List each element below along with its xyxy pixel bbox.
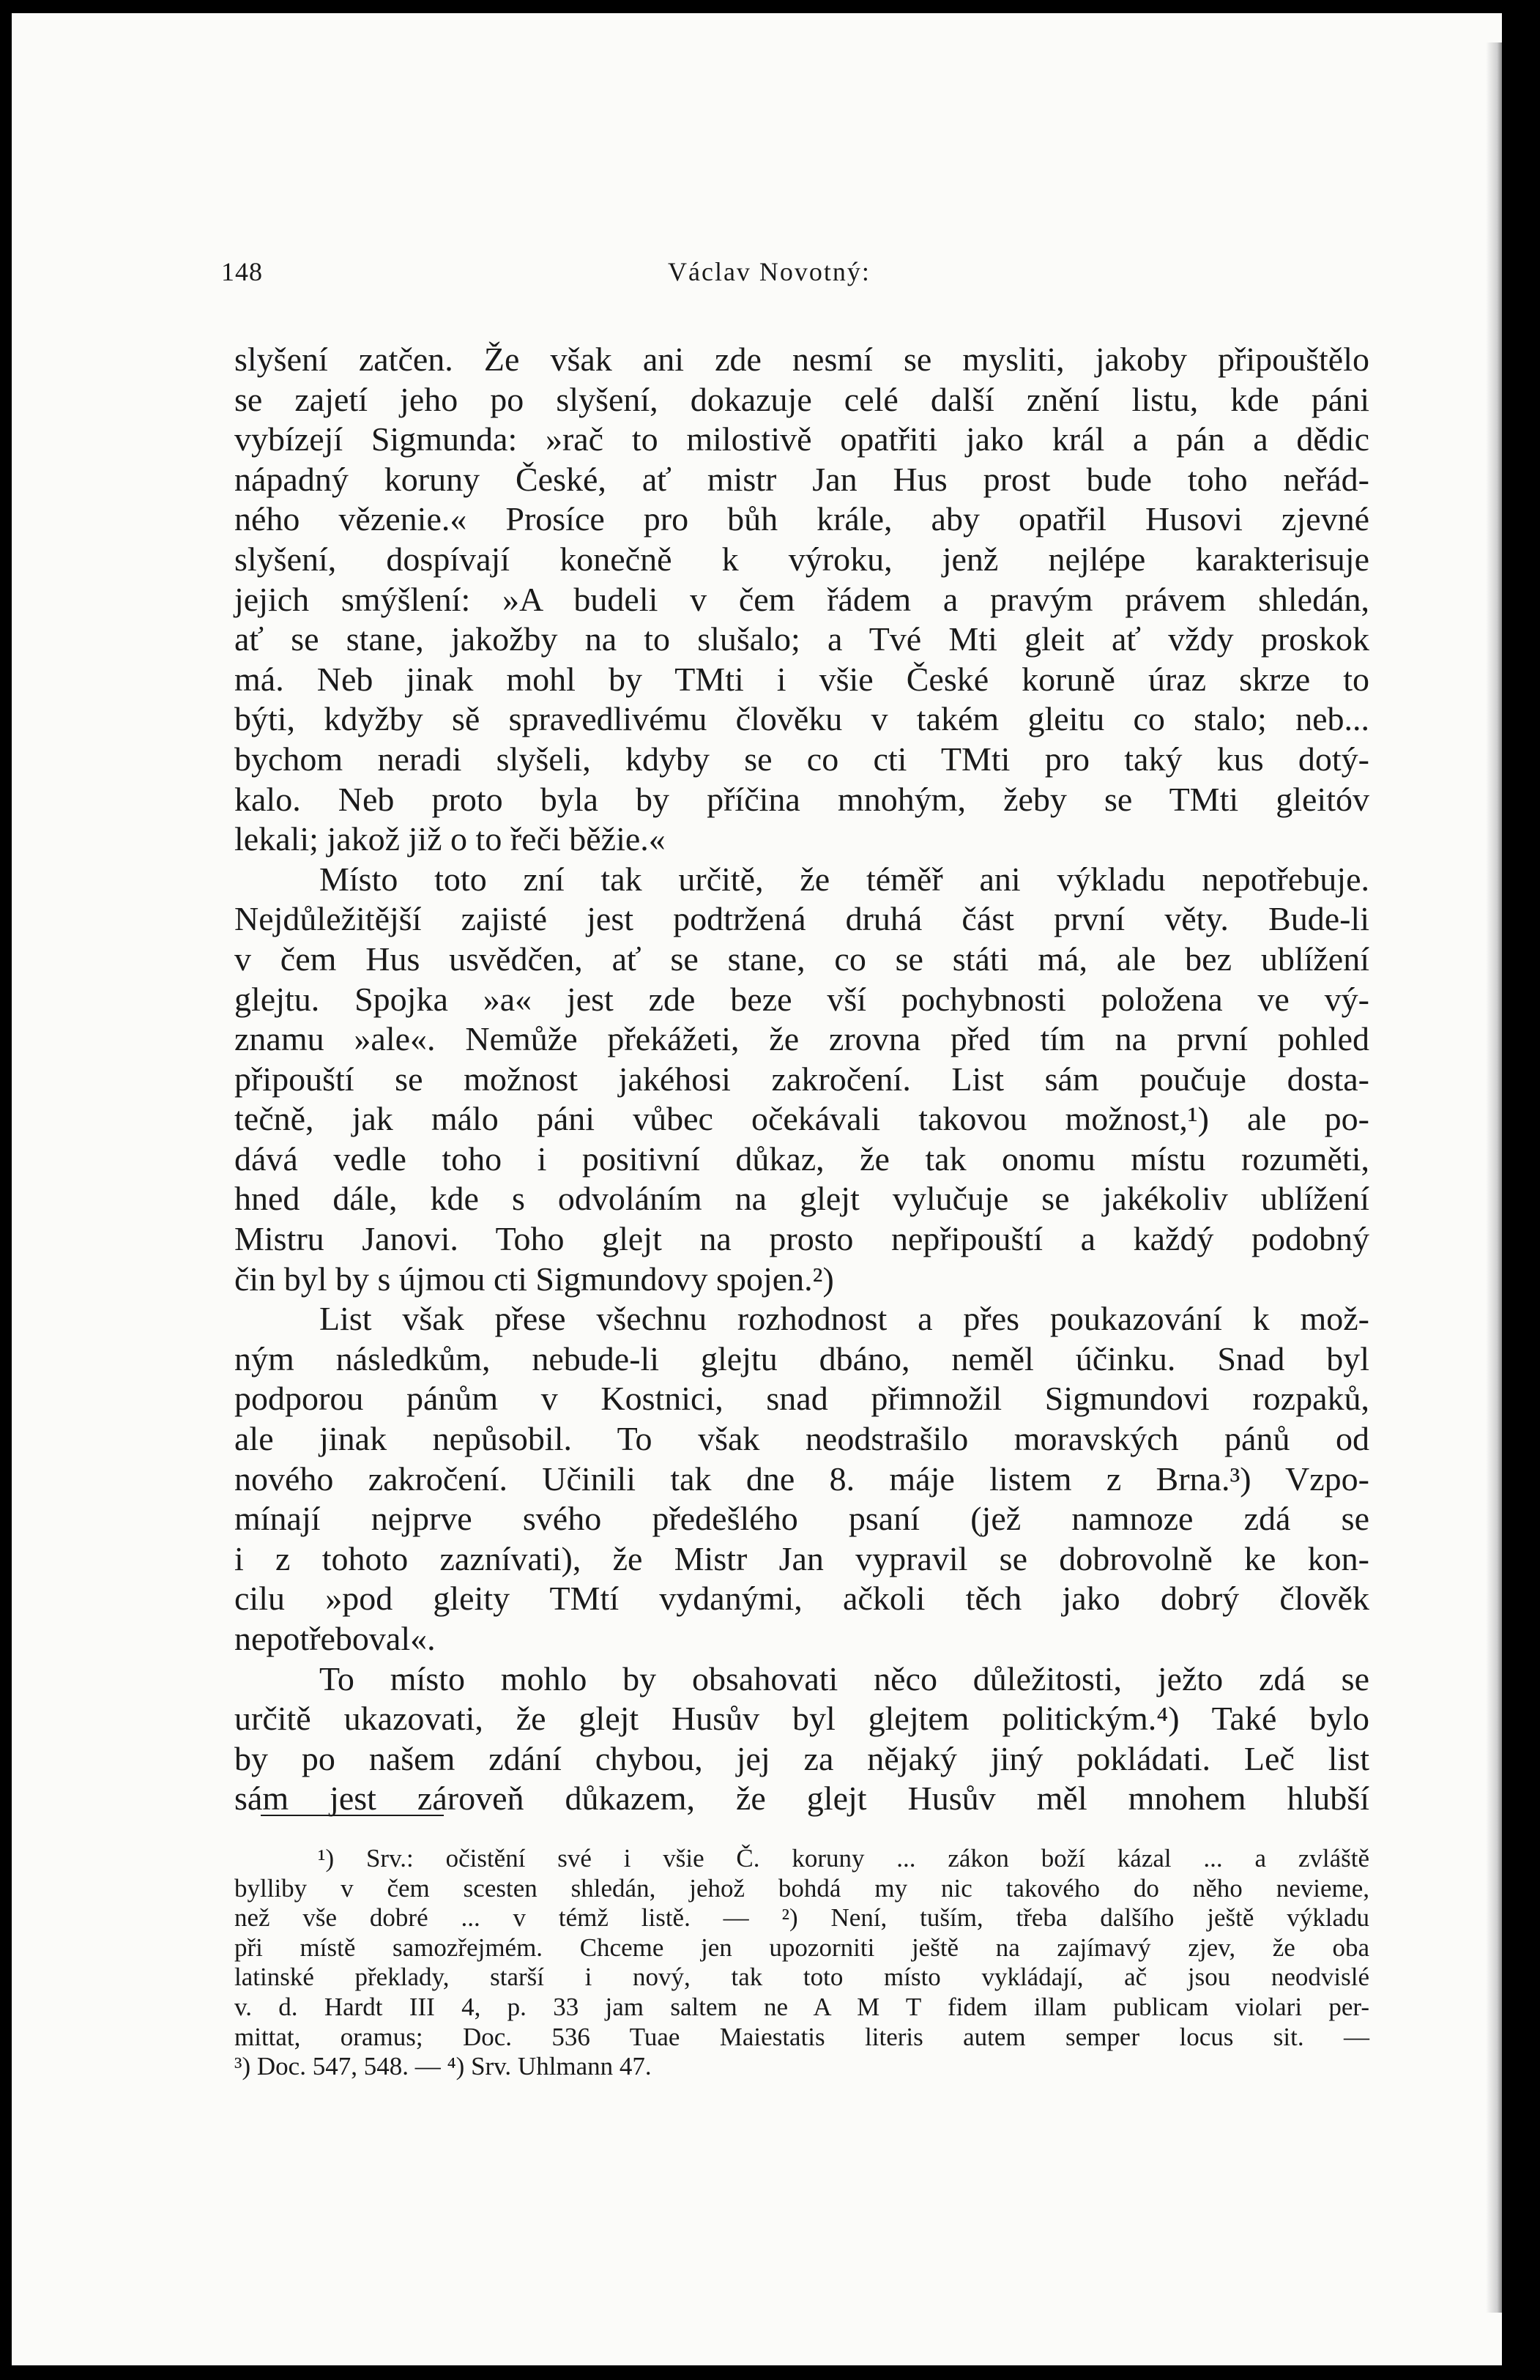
text-line: čin byl by s újmou cti Sigmundovy spojen.²)	[234, 1260, 834, 1298]
text-line: lekali; jakož již o to řeči běžie.«	[234, 820, 666, 858]
body-text	[234, 340, 1369, 1819]
page-number: 148	[221, 257, 263, 286]
text-line: má. Neb jinak mohl by TMti i všie České koruně úraz skrze to	[234, 660, 1369, 698]
footnote-line: při místě samozřejmém. Chceme jen upozorniti ještě na zajímavý zjev, že oba	[234, 1933, 1369, 1962]
text-line: cilu »pod gleity TMtí vydanými, ačkoli těch jako dobrý člověk	[234, 1580, 1369, 1618]
text-line: vybízejí Sigmunda: »rač to milostivě opatřiti jako král a pán a dědic	[234, 420, 1369, 458]
text-line: nápadný koruny České, ať mistr Jan Hus prost bude toho neřád-	[234, 460, 1369, 498]
footnote-line: mittat, oramus; Doc. 536 Tuae Maiestatis literis autem semper locus sit. —	[234, 2022, 1369, 2051]
footnote-line: ³) Doc. 547, 548. — ⁴) Srv. Uhlmann 47.	[234, 2052, 652, 2081]
text-line: hned dále, kde s odvoláním na glejt vylučuje se jakékoliv ublížení	[234, 1180, 1369, 1218]
text-line: glejtu. Spojka »a« jest zde beze vší pochybnosti položena ve vý-	[234, 980, 1369, 1018]
text-line: se zajetí jeho po slyšení, dokazuje celé další znění listu, kde páni	[234, 380, 1369, 418]
text-line: sám jest zároveň důkazem, že glejt Husův měl mnohem hlubší	[234, 1780, 1369, 1818]
page-header	[12, 256, 1502, 293]
text-line: podporou pánům v Kostnici, snad přimnožil Sigmundovi rozpaků,	[234, 1380, 1369, 1418]
running-head: Václav Novotný:	[668, 257, 871, 286]
text-line: jejich smýšlení: »A budeli v čem řádem a pravým právem shledán,	[234, 580, 1369, 618]
text-line: dává vedle toho i positivní důkaz, že tak onomu místu rozuměti,	[234, 1139, 1369, 1178]
text-line: znamu »ale«. Nemůže překážeti, že zrovna před tím na první pohled	[234, 1020, 1369, 1058]
footnote-divider	[261, 1815, 444, 1816]
footnote-line: ¹) Srv.: očistění své i všie Č. koruny ... zákon boží kázal ... a zvláště	[318, 1844, 1369, 1873]
text-line: by po našem zdání chybou, jej za nějaký jiný pokládati. Leč list	[234, 1739, 1369, 1777]
text-line: nového zakročení. Učinili tak dne 8. máje listem z Brna.³) Vzpo-	[234, 1459, 1369, 1498]
footnote-line: bylliby v čem scesten shledán, jehož bohdá my nic takového do něho nevieme,	[234, 1873, 1369, 1903]
text-line: i z tohoto zaznívati), že Mistr Jan vypravil se dobrovolně ke kon-	[234, 1539, 1369, 1577]
footnote-line: latinské překlady, starší i nový, tak toto místo vykládají, ač jsou neodvislé	[234, 1963, 1369, 1992]
text-line: Mistru Janovi. Toho glejt na prosto nepřipouští a každý podobný	[234, 1220, 1369, 1258]
text-line: bychom neradi slyšeli, kdyby se co cti TMti pro taký kus dotý-	[234, 740, 1369, 778]
text-line: v čem Hus usvědčen, ať se stane, co se státi má, ale bez ublížení	[234, 940, 1369, 978]
text-line: určitě ukazovati, že glejt Husův byl glejtem politickým.⁴) Také bylo	[234, 1700, 1369, 1738]
text-line: připouští se možnost jakéhosi zakročení. List sám poučuje dosta-	[234, 1060, 1369, 1098]
text-line: kalo. Neb proto byla by příčina mnohým, žeby se TMti gleitóv	[234, 780, 1369, 818]
text-line: ale jinak nepůsobil. To však neodstrašilo moravských pánů od	[234, 1420, 1369, 1458]
text-line: mínají nejprve svého předešlého psaní (jež namnoze zdá se	[234, 1500, 1369, 1538]
text-line: ného vězenie.« Prosíce pro bůh krále, aby opatřil Husovi zjevné	[234, 500, 1369, 538]
text-line: Místo toto zní tak určitě, že téměř ani výkladu nepotřebuje.	[319, 860, 1369, 898]
text-line: List však přese všechnu rozhodnost a přes poukazování k mož-	[319, 1300, 1369, 1338]
text-line: slyšení, dospívají konečně k výroku, jenž nejlépe karakterisuje	[234, 540, 1369, 578]
footnote-line: než vše dobré ... v témž listě. — ²) Není, tuším, třeba dalšího ještě výkladu	[234, 1903, 1369, 1933]
text-line: nepotřeboval«.	[234, 1620, 436, 1657]
text-line: Nejdůležitější zajisté jest podtržená druhá část první věty. Bude-li	[234, 900, 1369, 938]
page-edge-shadow	[1486, 42, 1502, 2313]
text-line: ným následkům, nebude-li glejtu dbáno, neměl účinku. Snad byl	[234, 1339, 1369, 1377]
text-line: ať se stane, jakožby na to slušalo; a Tvé Mti gleit ať vždy proskok	[234, 620, 1369, 658]
footnote-line: v. d. Hardt III 4, p. 33 jam saltem ne A M T fidem illam publicam violari per-	[234, 1992, 1369, 2021]
footnotes	[234, 1844, 1369, 2082]
text-line: slyšení zatčen. Že však ani zde nesmí se mysliti, jakoby připouštělo	[234, 341, 1369, 378]
text-line: tečně, jak málo páni vůbec očekávali takovou možnost,¹) ale po-	[234, 1100, 1369, 1138]
text-line: býti, kdyžby sě spravedlivému člověku v takém gleitu co stalo; neb...	[234, 700, 1369, 738]
book-page	[12, 13, 1502, 2365]
text-line: To místo mohlo by obsahovati něco důležitosti, ježto zdá se	[319, 1659, 1369, 1697]
